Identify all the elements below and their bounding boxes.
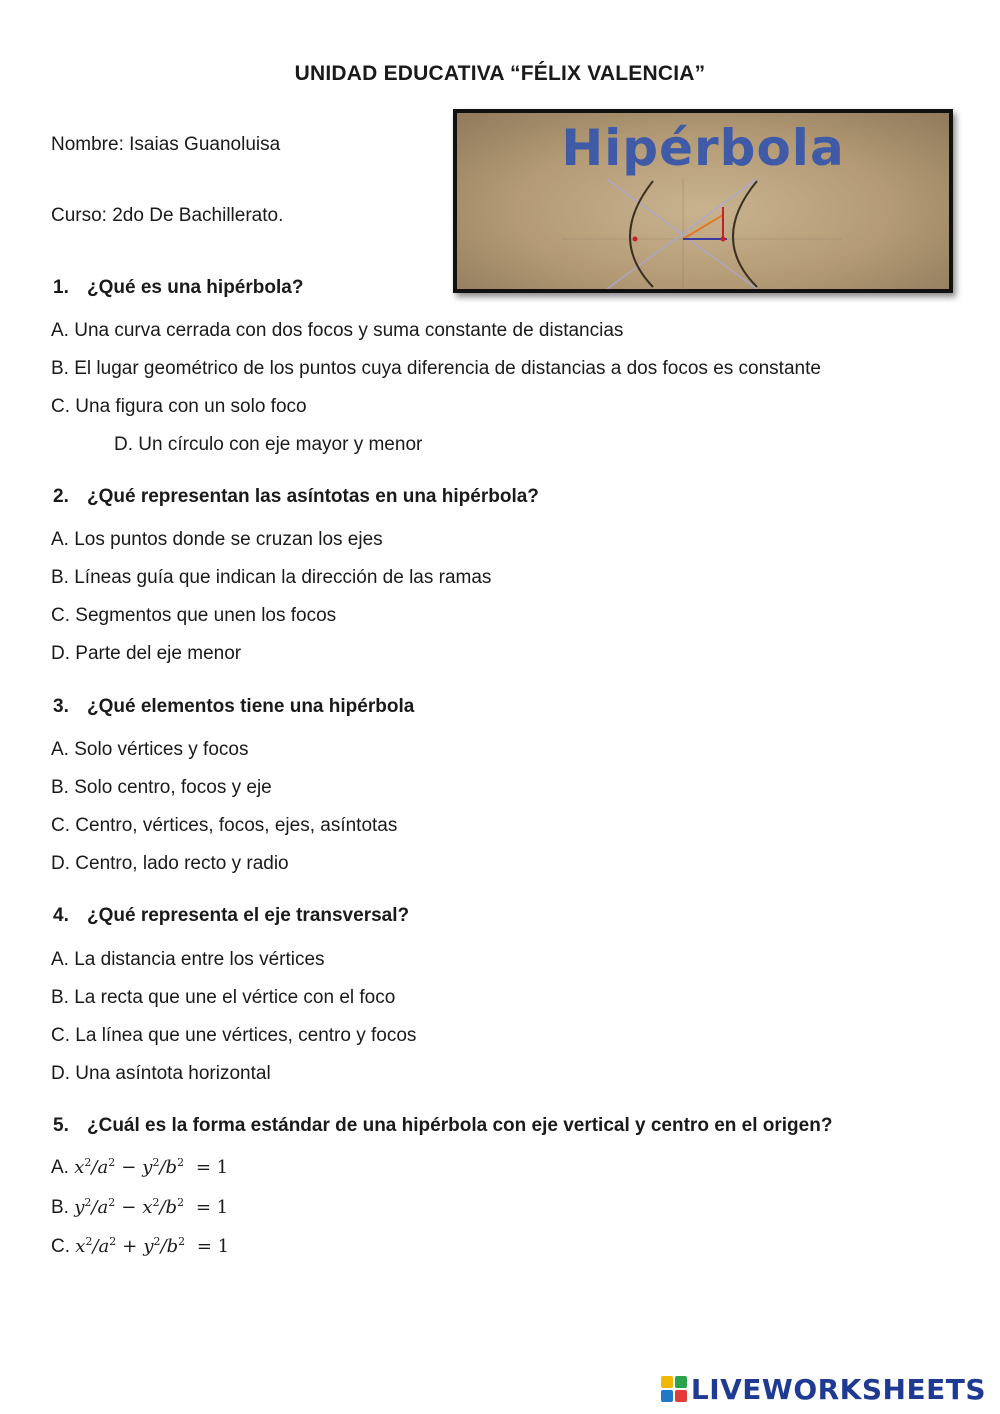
question-number: 3.: [53, 696, 69, 717]
option-3c[interactable]: C. Centro, vértices, focos, ejes, asíntotas: [51, 815, 398, 836]
option-5b[interactable]: [51, 1197, 234, 1219]
option-4a[interactable]: A. La distancia entre los vértices: [51, 949, 325, 970]
option-1b[interactable]: B. El lugar geométrico de los puntos cuya diferencia de distancias a dos focos es constante: [51, 358, 821, 379]
banner-title: Hipérbola: [561, 119, 845, 177]
option-5a[interactable]: [51, 1157, 234, 1179]
logo-grid-icon: [661, 1376, 687, 1402]
question-number: 4.: [53, 905, 69, 926]
question-3: [53, 696, 414, 718]
question-text: ¿Qué representa el eje transversal?: [87, 905, 410, 926]
question-1: [53, 277, 303, 299]
liveworksheets-logo[interactable]: [661, 1374, 986, 1404]
question-number: 2.: [53, 486, 69, 507]
option-4c[interactable]: C. La línea que une vértices, centro y focos: [51, 1025, 417, 1046]
option-1c[interactable]: C. Una figura con un solo foco: [51, 396, 307, 417]
option-5c[interactable]: [51, 1236, 235, 1258]
option-1d[interactable]: D. Un círculo con eje mayor y menor: [114, 434, 423, 455]
option-3d[interactable]: D. Centro, lado recto y radio: [51, 853, 289, 874]
formula: $x^2/a^2 + y^2/b^2 = 1$: [75, 1235, 230, 1257]
option-4d[interactable]: D. Una asíntota horizontal: [51, 1063, 271, 1084]
question-text: ¿Qué representan las asíntotas en una hipérbola?: [87, 486, 539, 507]
question-number: 5.: [53, 1115, 69, 1136]
question-2: [53, 486, 539, 508]
option-2c[interactable]: C. Segmentos que unen los focos: [51, 605, 337, 626]
option-3b[interactable]: B. Solo centro, focos y eje: [51, 777, 272, 798]
option-4b[interactable]: B. La recta que une el vértice con el foco: [51, 987, 396, 1008]
question-text: ¿Cuál es la forma estándar de una hipérbola con eje vertical y centro en el origen?: [87, 1115, 833, 1136]
option-2b[interactable]: B. Líneas guía que indican la dirección de las ramas: [51, 567, 492, 588]
question-text: ¿Qué elementos tiene una hipérbola: [87, 696, 415, 717]
option-letter: B.: [51, 1197, 69, 1218]
student-course: Curso: 2do De Bachillerato.: [51, 205, 284, 226]
option-2d[interactable]: D. Parte del eje menor: [51, 643, 242, 664]
option-3a[interactable]: A. Solo vértices y focos: [51, 739, 249, 760]
student-name: Nombre: Isaias Guanoluisa: [51, 134, 281, 155]
logo-text: LIVEWORKSHEETS: [690, 1372, 986, 1406]
question-text: ¿Qué es una hipérbola?: [87, 277, 304, 298]
option-letter: C.: [51, 1236, 70, 1257]
hyperbola-banner-image: [453, 109, 953, 293]
question-4: [53, 905, 409, 927]
formula: $y^2/a^2 - x^2/b^2 = 1$: [74, 1196, 229, 1218]
question-number: 1.: [53, 277, 69, 298]
question-5: [53, 1115, 832, 1137]
document-title: UNIDAD EDUCATIVA “FÉLIX VALENCIA”: [294, 62, 706, 85]
option-2a[interactable]: A. Los puntos donde se cruzan los ejes: [51, 529, 383, 550]
option-1a[interactable]: A. Una curva cerrada con dos focos y suma constante de distancias: [51, 320, 624, 341]
formula: $x^2/a^2 - y^2/b^2 = 1$: [74, 1156, 229, 1178]
option-letter: A.: [51, 1157, 69, 1178]
